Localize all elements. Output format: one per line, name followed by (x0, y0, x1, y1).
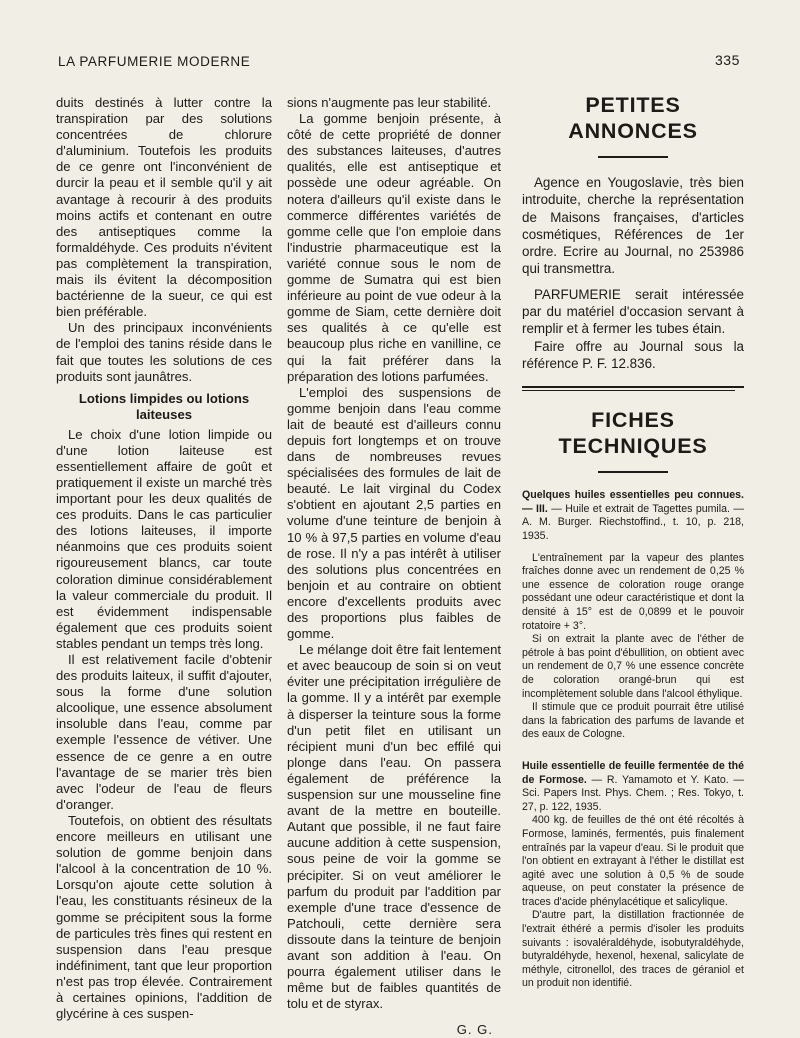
classified-ad: Faire offre au Journal sous la référence P. F. 12.836. (522, 338, 744, 371)
column-middle (287, 95, 501, 1038)
paragraph: Un des principaux inconvénients de l'emploi des tanins réside dans le fait que toutes les solutions de ces produits sont jaunâtres. (56, 320, 272, 384)
paragraph: Le mélange doit être fait lentement et avec beaucoup de soin si on veut éviter une précipitation irrégulière de la gomme. Il y a intérêt par exemple à disperser la teinture sous la forme d'un petit filet en utilisant un récipient muni d'un bec effilé qui plonge dans l'eau. On passera également de préférence la suspension sur une mousseline fine avant de la mettre en bouteille. Autant que possible, il ne faut faire aucune addition à cette suspension, sous peine de voir la gomme se précipiter. Si on veut améliorer le parfum du produit par l'addition par exemple d'une trace d'essence de Patchouli, cette dernière sera dissoute dans la teinture de benjoin avant son addition à l'eau. On pourra également utiliser dans le même but de faibles quantités de tolu et de styrax. (287, 642, 501, 1012)
paragraph: L'entraînement par la vapeur des plantes fraîches donne avec un rendement de 0,25 % une essence de coloration rouge orange possédant une odeur caractéristique et dont la densité à 15° est de 0,0899 et le pouvoir rotatoire + 3°. (522, 551, 744, 632)
paragraph: sions n'augmente pas leur stabilité. (287, 95, 492, 110)
fiche-header (522, 489, 744, 543)
classified-ad: Agence en Yougoslavie, très bien introduite, cherche la représentation de Maisons françaises, d'articles cosmétiques, Références de 1er ordre. Ecrire au Journal, no 253986 qui transmettra. (522, 175, 744, 277)
fiche-title: Quelques huiles essentielles peu connues. — III. (522, 489, 744, 515)
column-left (56, 95, 272, 1022)
paragraph: Toutefois, on obtient des résultats encore meilleurs en utilisant une solution de gomme benjoin dans l'alcool à la concentration de 10 %. Lorsqu'on ajoute cette solution à l'eau, les constituants résineux de la gomme se précipitent sous la forme de particules très fines qui restent en suspension dans l'eau presque indéfiniment, tant que leur proportion n'est pas trop élevée. Contrairement à certaines opinions, l'addition de glycérine à ces suspen- (56, 812, 272, 1022)
paragraph: Il stimule que ce produit pourrait être utilisé dans la fabrication des parfums de lavande et des eaux de Cologne. (522, 701, 744, 741)
fiche-reference: — R. Yamamoto et Y. Kato. — Sci. Papers Inst. Phys. Chem. ; Res. Tokyo, t. 27, p. 122, 1935. (522, 773, 745, 813)
technical-sheets (522, 489, 744, 991)
author-signature: G. G. (456, 1022, 493, 1038)
classified-ads (522, 174, 744, 372)
fiche-title: Huile essentielle de feuille fermentée de thé de Formose. (522, 759, 744, 786)
annonces-title: PETITES ANNONCES (568, 93, 698, 143)
fiche-header (522, 760, 744, 814)
paragraph: Le choix d'une lotion limpide ou d'une lotion laiteuse est essentiellement affaire de goût et pratiquement il existe un marché très important pour les deux qualités de ces produits. Dans le cas particulier des lotions laiteuses, il importe néanmoins que ces produits soient rigoureusement blancs, car toute coloration diminue considérablement la valeur commerciale du produit. Il est évidemment indispensable également que ces produits soient stables pendant un temps très long. (56, 426, 272, 651)
section-heading: Lotions limpides ou lotions laiteuses (78, 390, 250, 422)
title-rule (598, 471, 668, 473)
paragraph: La gomme benjoin présente, à côté de cette propriété de donner des substances laiteuses, d'autres qualités, elle est antiseptique et possède une odeur agréable. On notera d'ailleurs qu'il existe dans le commerce différentes variétés de gomme celle que l'on emploie dans l'industrie pharmaceutique est la variété connue sous le nom de gomme de Sumatra qui est bien inférieure au point de vue odeur à la gomme de Siam, cette dernière doit ses qualités à ce qu'elle est beaucoup plus riche en vanilline, ce qui la fait préférer dans la préparation des lotions parfumées. (287, 111, 501, 384)
fiche-reference: — Huile et extrait de Tagettes pumila. — A. M. Burger. Riechstoffind., t. 10, p. 218, 1935. (522, 502, 744, 543)
title-rule (598, 156, 668, 158)
column-right (522, 92, 744, 991)
journal-title: LA PARFUMERIE MODERNE (58, 54, 251, 69)
paragraph: Si on extrait la plante avec de l'éther de pétrole à bas point d'ébullition, on obtient avec un rendement de 0,7 % une essence concrète de coloration orangé-brun qui est incomplètement soluble dans l'alcool éthylique. (522, 633, 744, 700)
paragraph: D'autre part, la distillation fractionnée de l'extrait éthéré a permis d'isoler les produits suivants : isovaléraldéhyde, isobutyraldéhyde, butyraldéhyde, hexenol, hexenal, salicylate de méthyle, citronellol, des traces de géraniol et un produit non identifié. (522, 909, 744, 990)
classified-ad: PARFUMERIE serait intéressée par du matériel d'occasion servant à remplir et à fermer les tubes étain. (522, 286, 744, 337)
fiches-title: FICHES TECHNIQUES (558, 408, 708, 459)
page-number: 335 (715, 52, 740, 68)
paragraph: duits destinés à lutter contre la transpiration par des solutions concentrées de chlorure d'aluminium. Toutefois les produits de ce genre ont l'inconvénient de durcir la peau et il semble qu'il y ait avantage à recourir à des produits moins actifs et contenant en outre des antiseptiques comme la formaldéhyde. Ces produits n'évitent pas complètement la transpiration, mais ils évitent la décomposition bactérienne de la sueur, ce qui est bien préférable. (56, 95, 272, 320)
paragraph: L'emploi des suspensions de gomme benjoin dans l'eau comme lait de beauté est d'ailleurs connu depuis fort longtemps et on trouve dans de nombreuses revues spécialisées des formules de lait de beauté. Le lait virginal du Codex s'obtient en ajoutant 2,5 parties en volume d'une teinture de benjoin à 10 % à 97,5 parties en volume d'eau de rose. Il n'y a pas intérêt à utiliser des solutions plus concentrées en benjoin et au contraire on obtient encore d'excellents produits avec des proportions plus faibles de gomme. (287, 384, 501, 642)
paragraph: 400 kg. de feuilles de thé ont été récoltés à Formose, laminés, fermentés, puis finalement entraînés par la vapeur d'eau. Si le produit que l'on obtient en extrayant à l'éther le distillat est agité avec une solution à 0,5 % de soude aqueuse, on peut constater la présence de traces d'acide phénylacétique et salicylique. (522, 814, 744, 908)
section-divider (522, 386, 744, 391)
paragraph: Il est relativement facile d'obtenir des produits laiteux, il suffit d'ajouter, sous la forme d'une solution alcoolique, une essence absolument insoluble dans l'eau, comme par exemple l'essence de vétiver. Une essence de ce genre a en outre l'avantage de se marier très bien avec l'odeur de l'eau de fleurs d'oranger. (56, 652, 272, 812)
